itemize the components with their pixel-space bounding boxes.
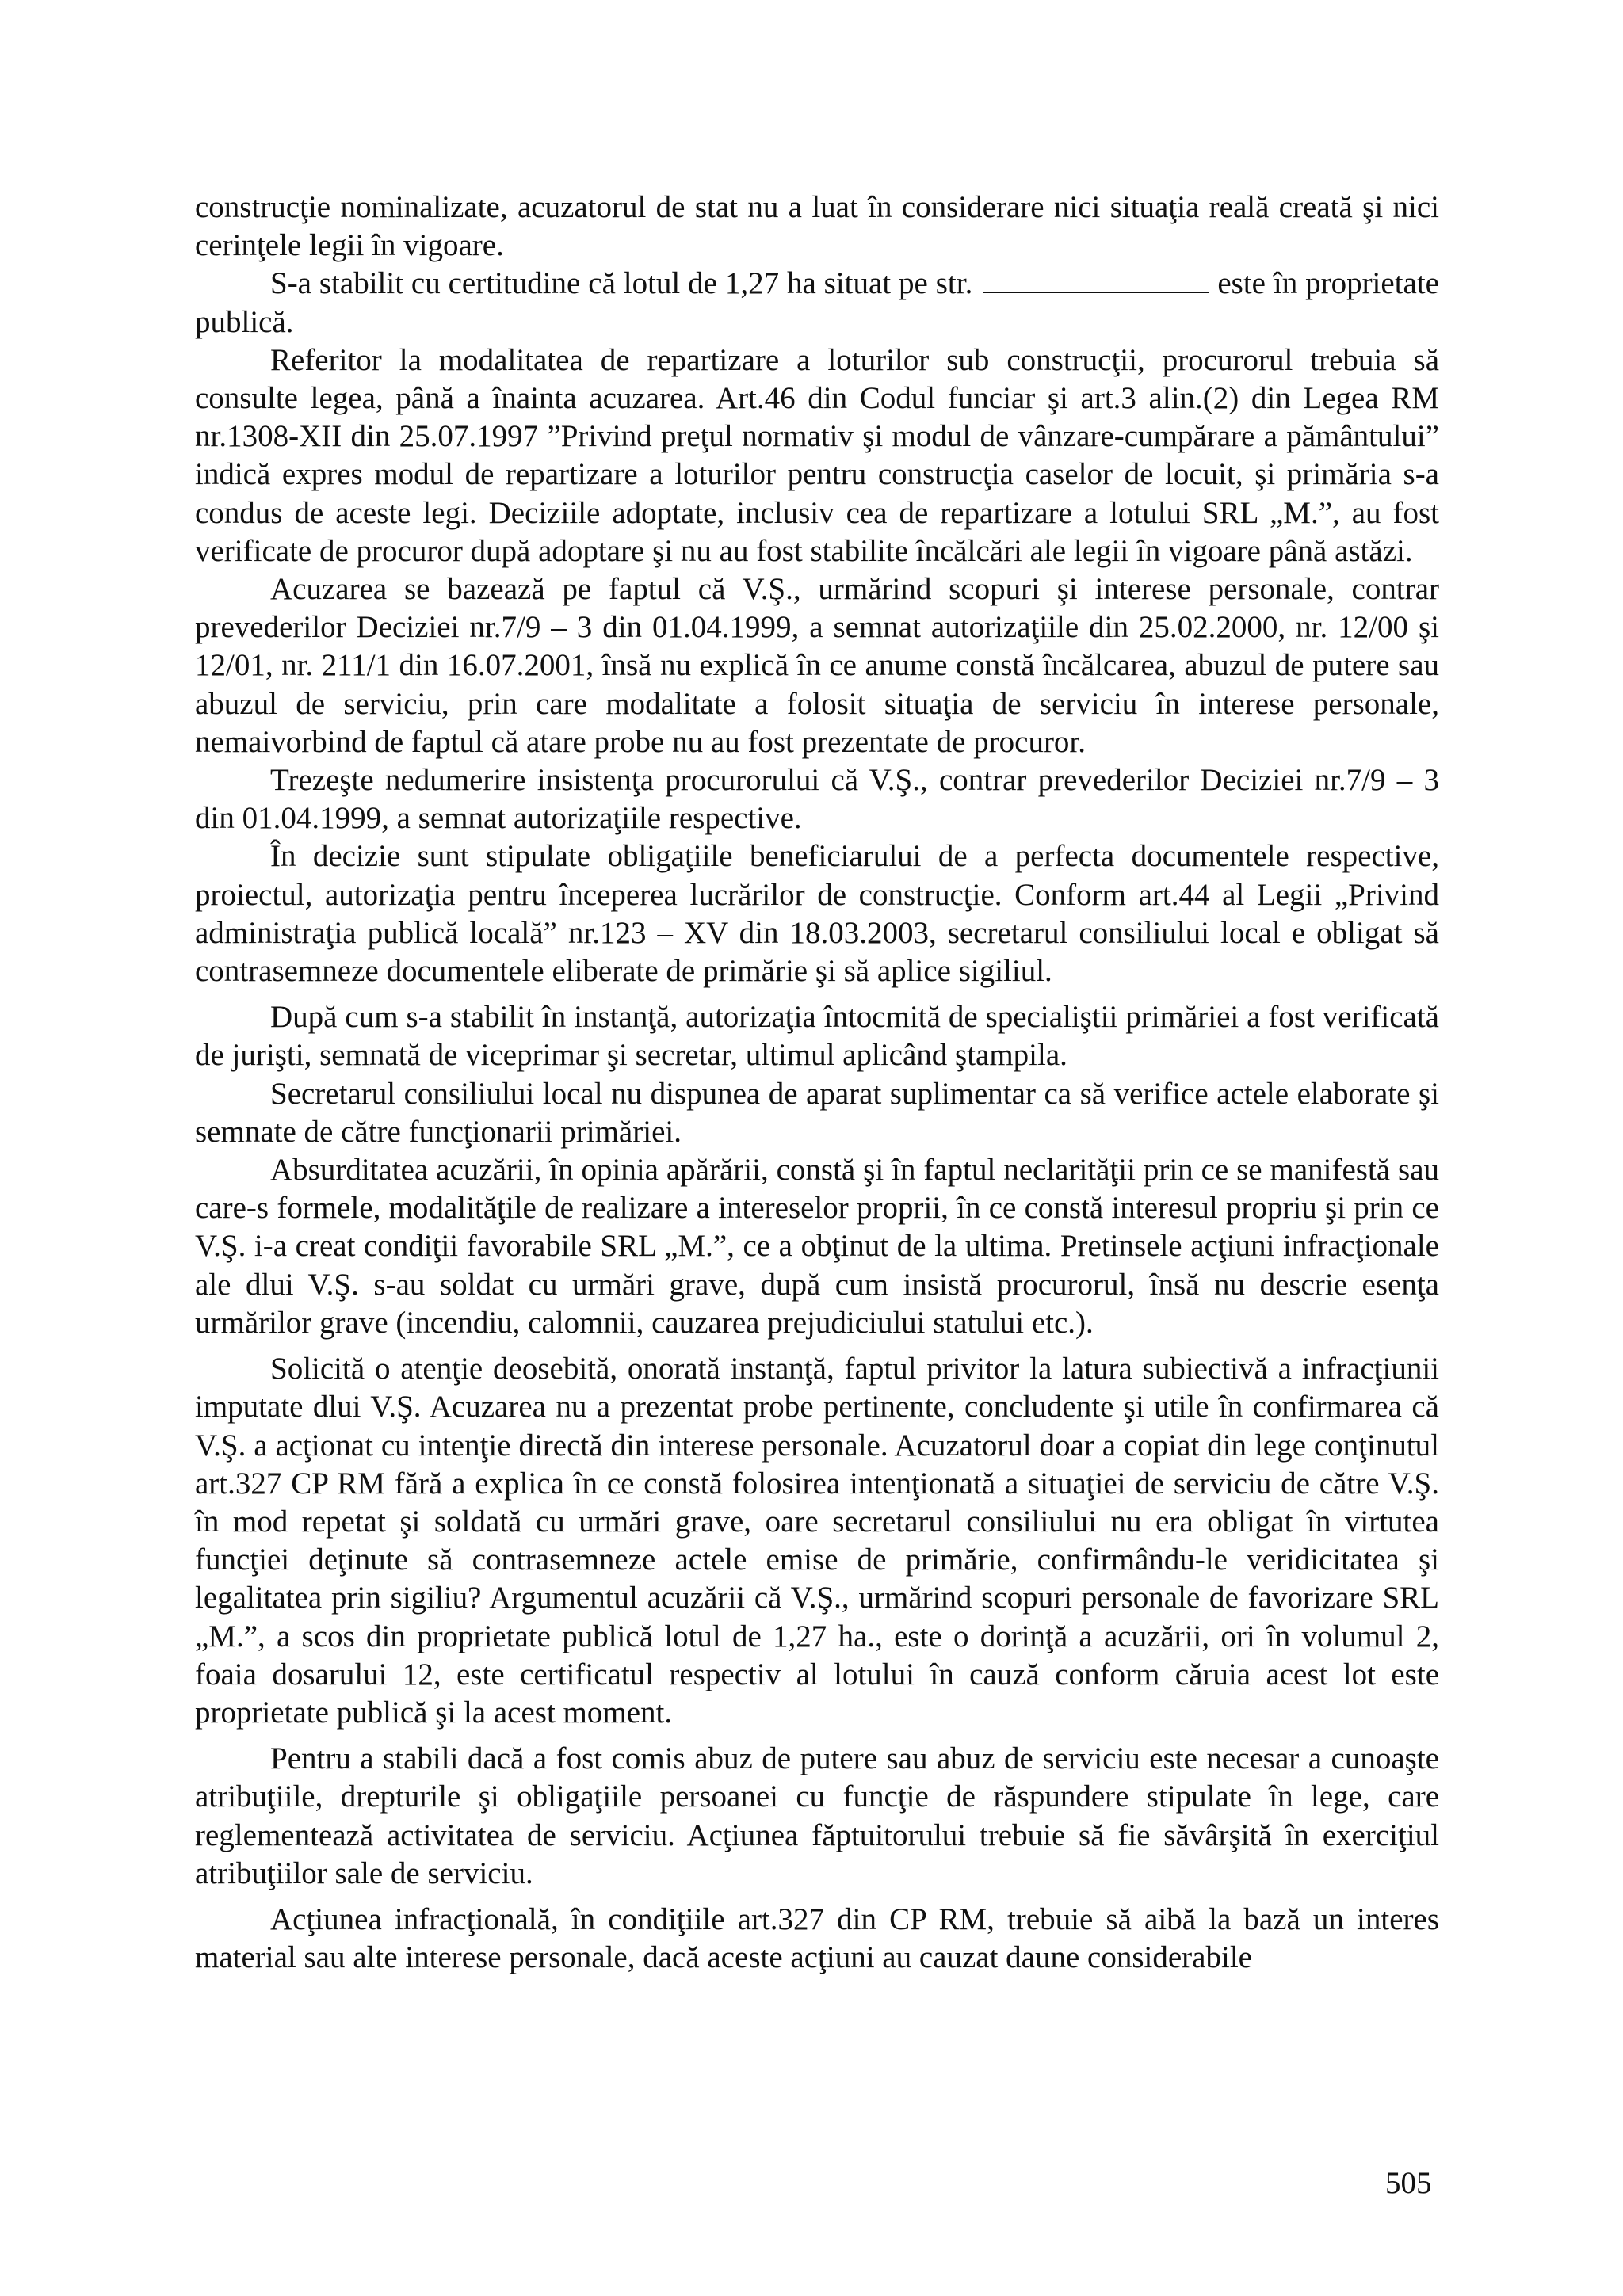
paragraph: Trezeşte nedumerire insistenţa procurorului că V.Ş., contrar prevederilor Deciziei nr.7/9 – 3 din 01.04.1999, a semnat autorizaţiile respective. [195,763,1439,836]
lot-sentence-end: este în proprietate publică. [195,266,1439,339]
street-blank [983,268,1209,293]
paragraph: În decizie sunt stipulate obligaţiile beneficiarului de a perfecta documentele respective, proiectul, autorizaţia pentru începerea lucrărilor de construcţie. Conform art.44 al Legii „Privind administraţia publică locală” nr.123 – XV din 18.03.2003, secretarul consiliului local e obligat să contrasemneze documentele eliberate de primărie şi să aplice sigiliul. [195,839,1439,989]
paragraph: construcţie nominalizate, acuzatorul de stat nu a luat în considerare nici situaţia reală creată şi nici cerinţele legii în vigoare. [195,190,1439,263]
document-body [195,189,1439,1977]
page-number: 505 [1385,2166,1432,2200]
lot-sentence-start: S-a stabilit cu certitudine că lotul de 1,27 ha situat pe str. [270,266,973,301]
paragraph: Pentru a stabili dacă a fost comis abuz de putere sau abuz de serviciu este necesar a cunoaşte atribuţiile, drepturile şi obligaţiile persoanei cu funcţie de răspundere stipulate în lege, care reglementează activitatea de serviciu. Acţiunea făptuitorului trebuie să fie săvârşită în exerciţiul atribuţiilor sale de serviciu. [195,1741,1439,1890]
paragraph: Acuzarea se bazează pe faptul că V.Ş., urmărind scopuri şi interese personale, contrar prevederilor Deciziei nr.7/9 – 3 din 01.04.1999, a semnat autorizaţiile din 25.02.2000, nr. 12/00 şi 12/01, nr. 211/1 din 16.07.2001, însă nu explică în ce anume constă încălcarea, abuzul de putere sau abuzul de serviciu, prin care modalitate a folosit situaţia de serviciu în interese personale, nemaivorbind de faptul că atare probe nu au fost prezentate de procuror. [195,572,1439,759]
paragraph-lot [195,265,1439,341]
paragraph: Secretarul consiliului local nu dispunea de aparat suplimentar ca să verifice actele elaborate şi semnate de către funcţionarii primăriei. [195,1076,1439,1149]
paragraph: Referitor la modalitatea de repartizare a loturilor sub construcţii, procurorul trebuia să consulte legea, până a înainta acuzarea. Art.46 din Codul funciar şi art.3 alin.(2) din Legea RM nr.1308-XII din 25.07.1997 ”Privind preţul normativ şi modul de vânzare-cumpărare a pământului” indică expres modul de repartizare a loturilor pentru construcţia caselor de locuit, şi primăria s-a condus de aceste legi. Deciziile adoptate, inclusiv cea de repartizare a lotului SRL „M.”, au fost verificate de procuror după adoptare şi nu au fost stabilite încălcări ale legii în vigoare până astăzi. [195,342,1439,568]
paragraph: Acţiunea infracţională, în condiţiile art.327 din CP RM, trebuie să aibă la bază un interes material sau alte interese personale, dacă aceste acţiuni au cauzat daune considerabile [195,1901,1439,1975]
paragraph: Absurditatea acuzării, în opinia apărării, constă şi în faptul neclarităţii prin ce se manifestă sau care-s formele, modalităţile de realizare a intereselor proprii, în ce constă interesul propriu şi prin ce V.Ş. i-a creat condiţii favorabile SRL „M.”, ce a obţinut de la ultima. Pretinsele acţiuni infracţionale ale dlui V.Ş. s-au soldat cu urmări grave, după cum insistă procurorul, însă nu descrie esenţa urmărilor grave (incendiu, calomnii, cauzarea prejudiciului statului etc.). [195,1153,1439,1340]
paragraph: Solicită o atenţie deosebită, onorată instanţă, faptul privitor la latura subiectivă a infracţiunii imputate dlui V.Ş. Acuzarea nu a prezentat probe pertinente, concludente şi utile în confirmarea că V.Ş. a acţionat cu intenţie directă din interese personale. Acuzatorul doar a copiat din lege conţinutul art.327 CP RM fără a explica în ce constă folosirea intenţionată a situaţiei de serviciu de către V.Ş. în mod repetat şi soldată cu urmări grave, oare secretarul consiliului nu era obligat în virtutea funcţiei deţinute să contrasemneze actele emise de primărie, confirmându-le veridicitatea şi legalitatea prin sigiliu? Argumentul acuzării că V.Ş., urmărind scopuri personale de favorizare SRL „M.”, a scos din proprietate publică lotul de 1,27 ha., este o dorinţă a acuzării, ori în volumul 2, foaia dosarului 12, este certificatul respectiv al lotului în cauză conform căruia acest lot este proprietate publică şi la acest moment. [195,1352,1439,1730]
paragraph: După cum s-a stabilit în instanţă, autorizaţia întocmită de specialiştii primăriei a fost verificată de jurişti, semnată de viceprimar şi secretar, ultimul aplicând ştampila. [195,1000,1439,1073]
